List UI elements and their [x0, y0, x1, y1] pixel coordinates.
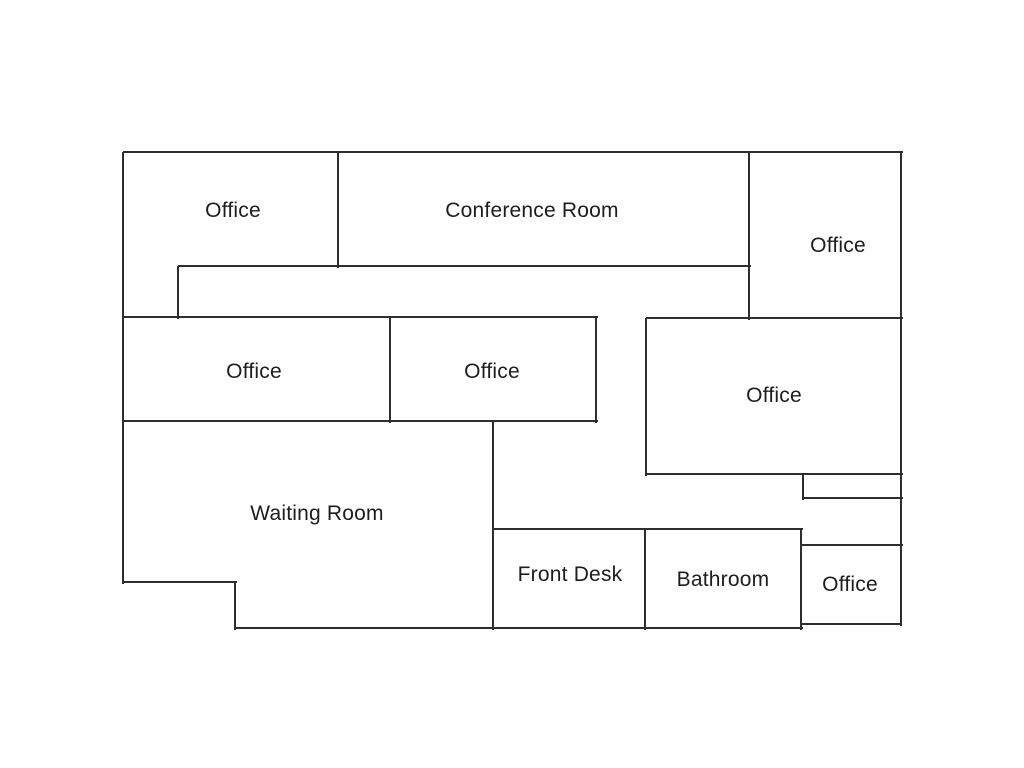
wall-waiting-room-step-vertical [234, 582, 236, 630]
wall-conference-office-divider [748, 152, 750, 320]
room-label-conference-room: Conference Room [445, 199, 619, 222]
wall-middle-center-office-right [595, 317, 597, 423]
room-label-office-middle-left: Office [226, 360, 282, 383]
wall-office-conference-divider [337, 152, 339, 268]
wall-middle-offices-bottom [123, 420, 598, 422]
wall-bottom-right-office-top [801, 544, 903, 546]
wall-bathroom-office-divider [800, 529, 802, 630]
wall-middle-offices-divider [389, 317, 391, 423]
wall-front-desk-bathroom-top [493, 528, 803, 530]
wall-waiting-room-right [492, 421, 494, 630]
wall-corridor-left [177, 266, 179, 319]
room-label-waiting-room: Waiting Room [250, 502, 384, 525]
room-label-office-top-right: Office [810, 234, 866, 257]
wall-outer-left [122, 152, 124, 584]
room-label-office-bottom-right: Office [822, 573, 878, 596]
wall-notch-bottom [803, 497, 903, 499]
room-label-front-desk: Front Desk [517, 563, 623, 586]
wall-outer-bottom [235, 627, 803, 629]
wall-notch-left [802, 474, 804, 500]
wall-middle-right-office-bottom [646, 473, 903, 475]
room-label-bathroom: Bathroom [676, 568, 770, 591]
room-label-office-middle-center: Office [464, 360, 520, 383]
wall-outer-top [123, 151, 903, 153]
wall-middle-offices-top [123, 316, 598, 318]
wall-waiting-room-step [123, 581, 237, 583]
wall-front-desk-bathroom-divider [644, 529, 646, 630]
room-label-office-middle-right: Office [746, 384, 802, 407]
wall-outer-right [900, 152, 902, 626]
wall-corridor-top [178, 265, 751, 267]
wall-middle-right-office-left [645, 318, 647, 476]
room-label-office-top-left: Office [205, 199, 261, 222]
wall-bottom-right-office-bottom [801, 623, 901, 625]
wall-right-offices-divider [646, 317, 903, 319]
